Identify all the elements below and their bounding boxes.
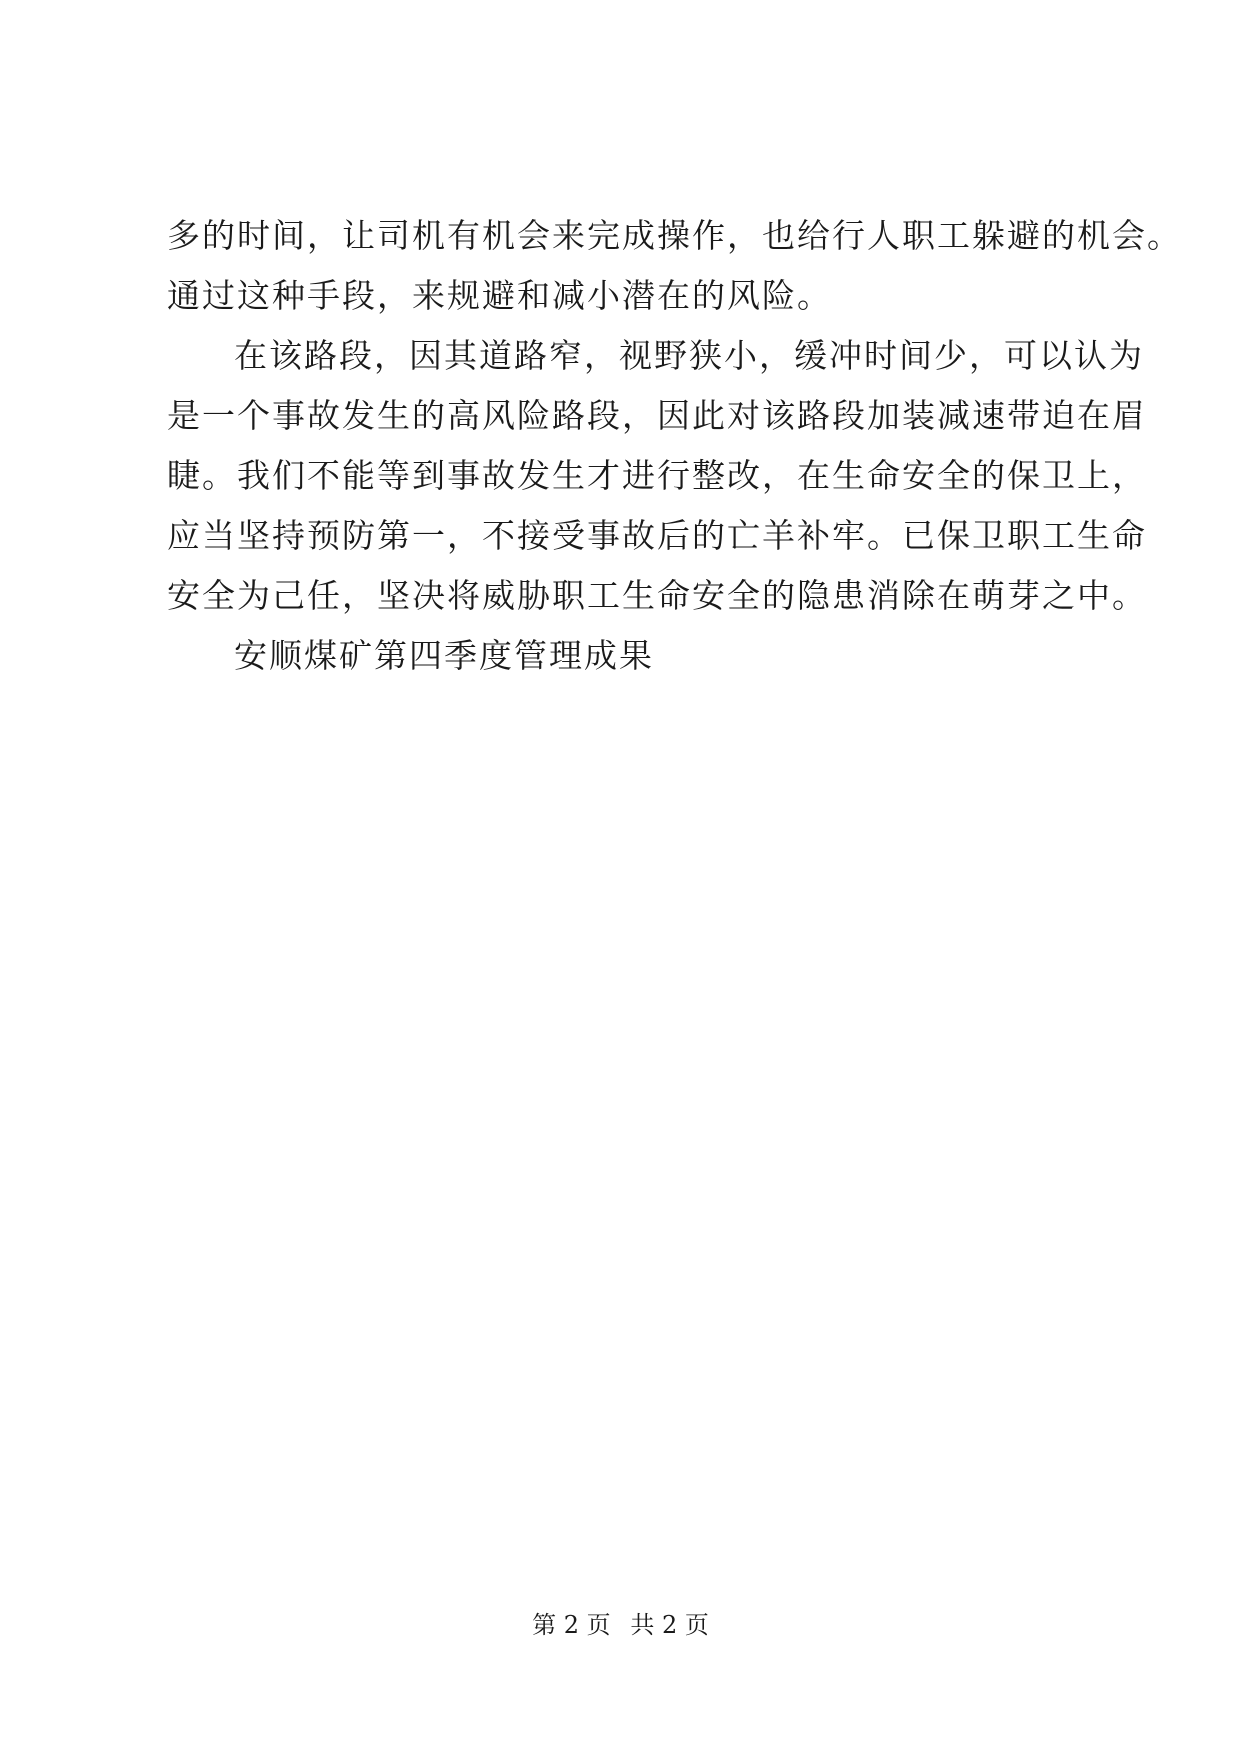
text-line: 安顺煤矿第四季度管理成果 bbox=[234, 636, 654, 675]
page-number-current: 第 2 页 bbox=[532, 1611, 611, 1639]
text-line: 睫。我们不能等到事故发生才进行整改，在生命安全的保卫上， bbox=[167, 456, 1147, 495]
text-line: 安全为己任，坚决将威胁职工生命安全的隐患消除在萌芽之中。 bbox=[167, 576, 1147, 615]
paragraph-3 bbox=[167, 626, 1087, 686]
text-line: 多的时间，让司机有机会来完成操作，也给行人职工躲避的机会。 bbox=[167, 216, 1182, 255]
document-body bbox=[167, 206, 1182, 686]
text-line: 通过这种手段，来规避和减小潜在的风险。 bbox=[167, 276, 832, 315]
text-line: 在该路段，因其道路窄，视野狭小，缓冲时间少，可以认为 bbox=[234, 336, 1144, 375]
paragraph-1 bbox=[167, 206, 1182, 326]
page-footer bbox=[0, 1610, 1241, 1640]
page-number-total: 共 2 页 bbox=[630, 1611, 709, 1639]
paragraph-2 bbox=[167, 326, 1147, 626]
text-line: 应当坚持预防第一，不接受事故后的亡羊补牢。已保卫职工生命 bbox=[167, 516, 1147, 555]
text-line: 是一个事故发生的高风险路段，因此对该路段加装减速带迫在眉 bbox=[167, 396, 1147, 435]
